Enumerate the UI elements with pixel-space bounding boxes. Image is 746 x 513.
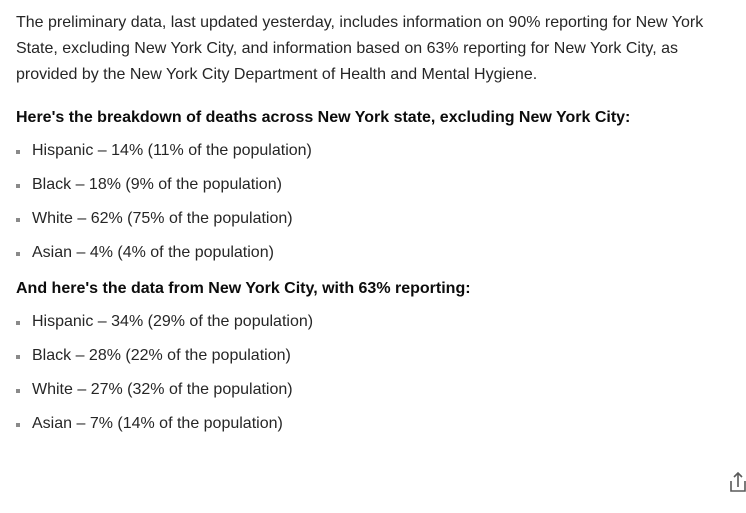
bullet-icon bbox=[16, 355, 20, 359]
list-item-text: Hispanic – 14% (11% of the population) bbox=[32, 142, 312, 159]
list-item bbox=[16, 310, 738, 334]
list-item bbox=[16, 344, 738, 368]
list-item-text: White – 62% (75% of the population) bbox=[32, 210, 293, 227]
list-item bbox=[16, 139, 738, 163]
list-item-text: Asian – 7% (14% of the population) bbox=[32, 415, 283, 432]
bullet-icon bbox=[16, 252, 20, 256]
list-item-text: Black – 28% (22% of the population) bbox=[32, 347, 291, 364]
list-item bbox=[16, 378, 738, 402]
bullet-icon bbox=[16, 184, 20, 188]
city-breakdown-list bbox=[16, 310, 738, 436]
bullet-icon bbox=[16, 389, 20, 393]
bullet-icon bbox=[16, 423, 20, 427]
article-body bbox=[16, 10, 738, 436]
list-item bbox=[16, 207, 738, 231]
list-item-text: Asian – 4% (4% of the population) bbox=[32, 244, 274, 261]
list-item bbox=[16, 412, 738, 436]
bullet-icon bbox=[16, 150, 20, 154]
bullet-icon bbox=[16, 218, 20, 222]
share-button[interactable] bbox=[728, 470, 746, 494]
list-item-text: Black – 18% (9% of the population) bbox=[32, 176, 282, 193]
list-item-text: White – 27% (32% of the population) bbox=[32, 381, 293, 398]
list-item bbox=[16, 241, 738, 265]
state-breakdown-heading: Here's the breakdown of deaths across New York state, excluding New York City: bbox=[16, 109, 631, 126]
share-icon bbox=[728, 470, 746, 494]
bullet-icon bbox=[16, 321, 20, 325]
city-breakdown-heading: And here's the data from New York City, with 63% reporting: bbox=[16, 280, 471, 297]
state-breakdown-list bbox=[16, 139, 738, 265]
list-item bbox=[16, 173, 738, 197]
list-item-text: Hispanic – 34% (29% of the population) bbox=[32, 313, 314, 330]
intro-paragraph: The preliminary data, last updated yesterday, includes information on 90% reporting for New York State, excluding New York City, and information based on 63% reporting for New York City, as provided by the New York City Department of Health and Mental Hygiene. bbox=[16, 14, 704, 83]
